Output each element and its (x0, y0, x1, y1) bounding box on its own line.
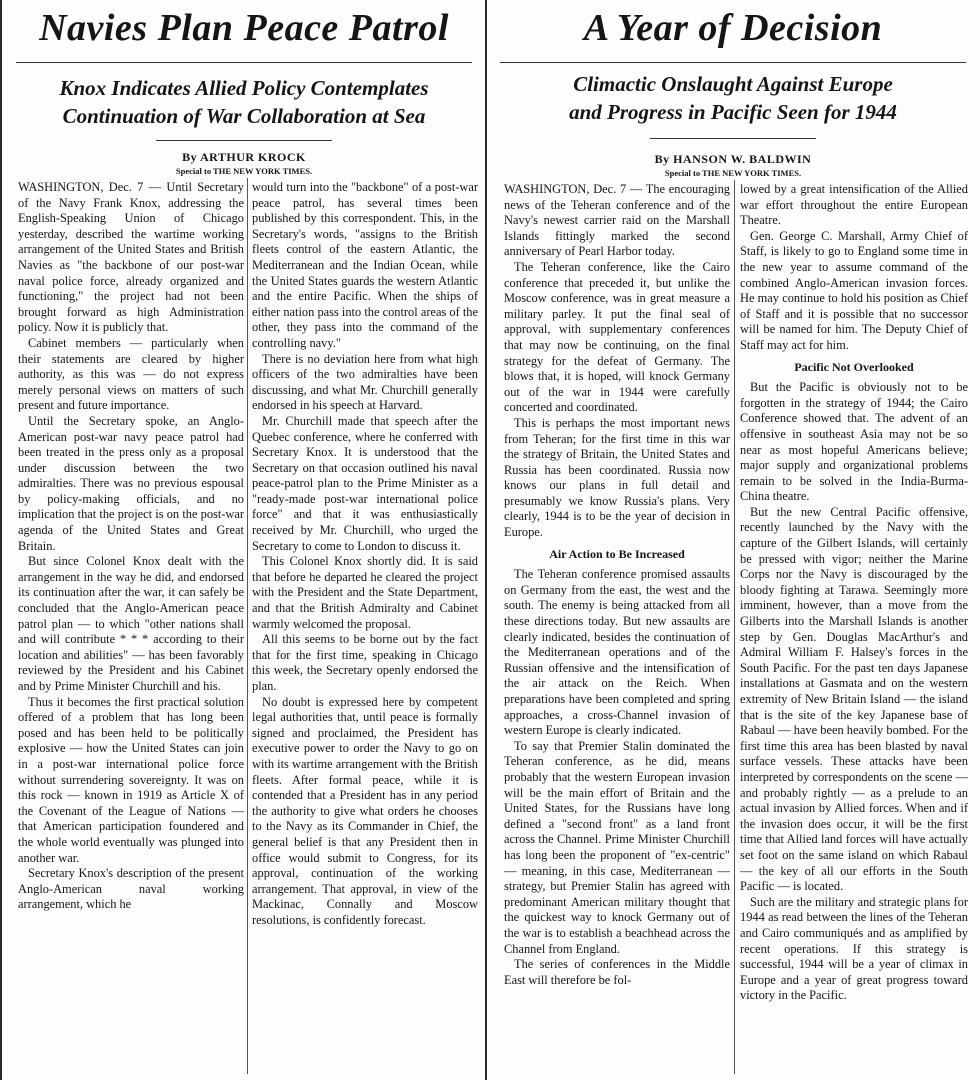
left-deck (6, 74, 482, 130)
left-article (6, 0, 482, 1080)
paragraph: Secretary Knox's description of the present Anglo-American naval working arrangement, which he (18, 866, 244, 912)
paragraph: WASHINGTON, Dec. 7 — Until Secretary of the Navy Frank Knox, addressing the English-Speaking Union of Chicago yesterday, described the wartime working arrangement of the United States and British Navies as "the backbone of our post-war naval police force, already organized and functioning," the project had not been brought forward as high Administration policy. Now it is publicly that. (18, 180, 244, 335)
left-deck-line-2: Continuation of War Collaboration at Sea (62, 104, 426, 128)
paragraph: But the Pacific is obviously not to be forgotten in the strategy of 1944; the Cairo Conference showed that. The advent of an offensive in southeast Asia may not be so near as most hopeful Americans believe; major supply and organizational problems remain to be solved in the India-Burma-China theatre. (740, 380, 968, 504)
right-column-1 (504, 182, 730, 1076)
subhead-air-action: Air Action to Be Increased (549, 546, 685, 561)
subhead-pacific: Pacific Not Overlooked (794, 359, 914, 374)
paragraph: All this seems to be borne out by the fact that for the first time, speaking in Chicago this week, the Secretary openly endorsed the plan. (252, 632, 478, 693)
right-headline-rule (500, 62, 966, 63)
right-headline: A Year of Decision (583, 7, 883, 49)
paragraph: would turn into the "backbone" of a post-war peace patrol, has several times been published by this correspondent. This, in the Secretary's words, "assigns to the British fleets control of the eastern Atlantic, the Mediterranean and the Indian Ocean, while the United States guards the western Atlantic and the entire Pacific. When the ships of either nation pass into the control areas of the other, they pass into the command of the controlling navy." (252, 180, 478, 350)
right-column-2 (740, 182, 968, 1076)
left-deck-line-1: Knox Indicates Allied Policy Contemplates (59, 76, 429, 100)
paragraph: The series of conferences in the Middle East will therefore be fol- (504, 957, 730, 987)
right-article (490, 0, 976, 1080)
left-deck-rule (156, 140, 332, 141)
paragraph: Until the Secretary spoke, an Anglo-American post-war navy peace patrol had been treated in the press only as a proposal under discussion between the two admiralties. There was no previous espousal by policy-making officials, and no implication that the project is on the post-war agenda of the United States and Great Britain. (18, 413, 244, 553)
right-deck-line-1: Climactic Onslaught Against Europe (573, 72, 893, 96)
left-column-1 (18, 180, 244, 1076)
left-headline-rule (16, 62, 472, 63)
left-column-2 (252, 180, 478, 1076)
paragraph: This is perhaps the most important news from Teheran; for the first time in this war the strategy of Britain, the United States and Russia has been coordinated. Russia now knows our plans in full detail and presumably we know Russia's plans. Very clearly, 1944 is to be the year of decision in Europe. (504, 415, 730, 540)
paragraph: Such are the military and strategic plans for 1944 as read between the lines of the Teheran and Cairo communiqués and as amplified by recent operations. If this strategy is successful, 1944 will be a year of climax in Europe and a year of great progress toward victory in the Pacific. (740, 894, 968, 1003)
paragraph: WASHINGTON, Dec. 7 — The encouraging news of the Teheran conference and of the Navy's newest carrier raid on the Marshall Islands fittingly marked the second anniversary of Pearl Harbor today. (504, 182, 730, 259)
center-column-rule (485, 0, 487, 1080)
right-deck-line-2: and Progress in Pacific Seen for 1944 (569, 100, 897, 124)
left-headline: Navies Plan Peace Patrol (39, 7, 449, 49)
left-byline: By ARTHUR KROCK (182, 150, 306, 164)
paragraph: lowed by a great intensification of the Allied war effort throughout the entire European Theatre. (740, 182, 968, 228)
right-deck (490, 70, 976, 126)
left-gutter-rule (247, 178, 248, 1074)
paragraph: This Colonel Knox shortly did. It is said that before he departed he cleared the project with the President and the State Department, and that the British Admiralty and Cabinet warmly welcomed the proposal. (252, 554, 478, 631)
paragraph: No doubt is expressed here by competent legal authorities that, until peace is formally signed and proclaimed, the President has executive power to order the Navy to go on with its wartime arrangement with the British fleets. After formal peace, while it is contended that a President has in any period the authority to give what orders he chooses to the Navy as its Commander in Chief, the general belief is that any President then in office would submit to Congress, for its approval, continuation of the working arrangement. That approval, in view of the Mackinac, Connally and Moscow resolutions, is confidently forecast. (252, 694, 478, 927)
paragraph: But the new Central Pacific offensive, recently launched by the Navy with the capture of the Gilbert Islands, will certainly be pressed with vigor; neither the Marine Corps nor the Navy is discouraged by the bloody fighting at Tarawa. Seemingly more imminent, however, than a move from the Gilberts into the Marshall Islands is another step by Gen. Douglas MacArthur's and Admiral William F. Halsey's forces in the South Pacific. For the past ten days Japanese installations at Gasmata and on the western extremity of New Britain Island — the island that is the site of the key Japanese base of Rabaul — have been heavily bombed. For the first time this area has been blasted by naval surface vessels. These attacks have been interpreted by correspondents on the scene — and probably rightly — as a prelude to an actual invasion by Allied forces. When and if the invasion does occur, it will be the first time that Allied land forces will have actually set foot on the same island on which Rabaul — the key of all our efforts in the South Pacific — is located. (740, 504, 968, 894)
paragraph: Thus it becomes the first practical solution offered of a problem that has long been posed and has been held to be politically explosive — how the United States can join in a post-war international police force without surrendering sovereignty. It was on this rock — known in 1919 as Article X of the Covenant of the League of Nations — that American participation foundered and the whole world eventually was plunged into another war. (18, 694, 244, 865)
paragraph: The Teheran conference promised assaults on Germany from the east, the west and the south. The enemy is being attacked from all these directions today. But new assaults are clearly indicated, besides the continuation of the Mediterranean operations and of the Russian offensive and the intensification of the air attack on the Reich. When preparations have been completed and spring approaches, a cross-Channel invasion of western Europe is clearly indicated. (504, 567, 730, 738)
right-byline: By HANSON W. BALDWIN (654, 152, 812, 166)
paragraph: Cabinet members — particularly when their statements are cleared by higher authority, as this was — do not express merely personal views on matters of such present and future importance. (18, 335, 244, 413)
paragraph: The Teheran conference, like the Cairo conference that preceded it, but unlike the Moscow conference, was in great measure a military parley. It put the final seal of approval, with supplementary conferences that may now be continuing, on the final strategy for the defeat of Germany. The blows that, it is hoped, will knock Germany out of the war in 1944 were carefully concerted and coordinated. (504, 259, 730, 415)
paragraph: Gen. George C. Marshall, Army Chief of Staff, is likely to go to England some time in the new year to assume command of the combined Anglo-American invasion forces. He may continue to hold his position as Chief of Staff and it is possible that no successor will be named for him. The Deputy Chief of Staff may act for him. (740, 228, 968, 352)
paragraph: But since Colonel Knox dealt with the arrangement in the way he did, and endorsed its continuation after the war, it can safely be concluded that the Anglo-American peace patrol plan — to which "other nations shall and will contribute * * * according to their location and abilities" — has been favorably reviewed by the President and his Cabinet and by Prime Minister Churchill and his. (18, 554, 244, 693)
left-border-rule (0, 0, 2, 1080)
paragraph: Mr. Churchill made that speech after the Quebec conference, where he conferred with Secretary Knox. It is understood that the Secretary on that occasion outlined his naval peace-patrol plan to the Prime Minister as a "ready-made post-war international police force" and that it was enthusiastically received by Mr. Churchill, who urged the Secretary to come to London to discuss it. (252, 413, 478, 553)
right-special-line: Special to THE NEW YORK TIMES. (664, 168, 802, 178)
right-gutter-rule (734, 180, 735, 1074)
paragraph: To say that Premier Stalin dominated the Teheran conference, as he did, means probably that the western European invasion will be the main effort of Britain and the United States, for the Russians have long defined a "second front" as a land front across the Channel. Prime Minister Churchill has long been the proponent of "ex-centric" — meaning, in this case, Mediterranean — strategy, but Premier Stalin has agreed with predominant American military thought that the quickest way to knock Germany out of the war is to establish a beachhead across the Channel from England. (504, 738, 730, 956)
left-special-line: Special to THE NEW YORK TIMES. (175, 166, 313, 176)
paragraph: There is no deviation here from what high officers of the two admiralties have been discussing, and what Mr. Churchill generally endorsed in his speech at Harvard. (252, 351, 478, 413)
right-deck-rule (650, 138, 816, 139)
